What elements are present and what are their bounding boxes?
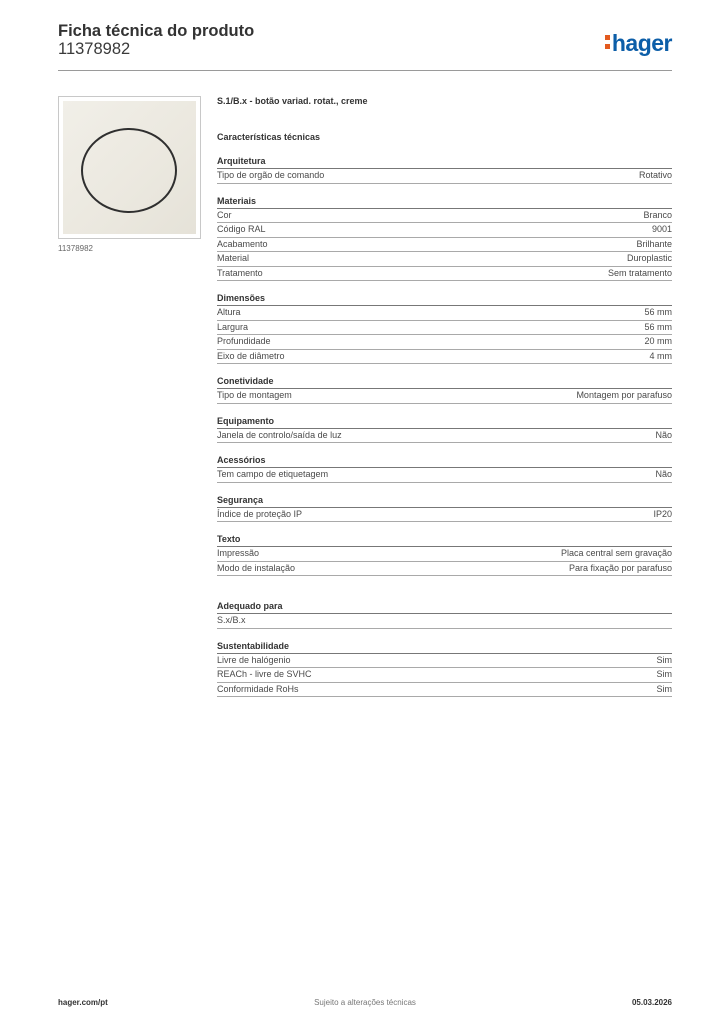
logo-colon-icon <box>605 35 610 53</box>
spec-label: Largura <box>217 321 249 332</box>
technical-characteristics-title: Características técnicas <box>217 132 321 142</box>
spec-value: Branco <box>643 209 672 220</box>
spec-section <box>217 533 672 576</box>
spec-row <box>217 614 672 629</box>
spec-label: Profundidade <box>217 336 271 346</box>
product-name: S.1/B.x - botão variad. rotat., creme <box>217 96 368 106</box>
spec-row <box>217 209 672 224</box>
spec-section <box>217 454 672 483</box>
spec-value: Sim <box>656 669 672 679</box>
spec-value: 9001 <box>651 224 672 234</box>
spec-section <box>217 155 672 184</box>
spec-value: Para fixação por parafuso <box>568 562 672 573</box>
footer-website: hager.com/pt <box>58 998 108 1007</box>
spec-value: Sim <box>656 654 672 665</box>
spec-row <box>217 654 672 669</box>
rotary-knob-icon <box>81 128 177 213</box>
spec-value: Duroplastic <box>626 253 672 263</box>
spec-value: 4 mm <box>649 350 672 361</box>
spec-value: Sim <box>656 683 672 694</box>
section-title: Arquitetura <box>217 155 672 169</box>
spec-value: 56 mm <box>644 321 672 332</box>
spec-label: Janela de controlo/saída de luz <box>217 429 342 440</box>
spec-label: Índice de proteção IP <box>217 508 303 519</box>
spec-content <box>217 94 672 697</box>
spec-label: Tem campo de etiquetagem <box>217 469 329 479</box>
section-title: Adequado para <box>217 600 672 614</box>
section-title: Dimensões <box>217 292 672 306</box>
section-title: Materiais <box>217 195 672 209</box>
spec-row <box>217 223 672 238</box>
spec-row <box>217 335 672 350</box>
document-title: Ficha técnica do produto <box>58 22 255 40</box>
spec-label: Livre de halógenio <box>217 654 291 665</box>
document-header <box>58 20 672 71</box>
product-code: 11378982 <box>58 40 131 58</box>
spec-label: Tipo de montagem <box>217 390 292 400</box>
spec-row <box>217 321 672 336</box>
spec-row <box>217 252 672 267</box>
spec-label: Código RAL <box>217 224 266 234</box>
spec-value: Rotativo <box>638 170 672 180</box>
spec-label: Impressão <box>217 548 260 558</box>
section-title: Equipamento <box>217 415 672 429</box>
spec-row <box>217 508 672 523</box>
spec-label: Modo de instalação <box>217 562 296 573</box>
spec-row <box>217 668 672 683</box>
spec-row <box>217 429 672 444</box>
spec-label: Eixo de diâmetro <box>217 350 285 361</box>
product-image <box>58 96 201 239</box>
section-title: Acessórios <box>217 454 672 468</box>
product-image-caption: 11378982 <box>58 244 93 253</box>
spec-row <box>217 389 672 404</box>
spec-label: REACh - livre de SVHC <box>217 669 312 679</box>
spec-row <box>217 306 672 321</box>
spec-section <box>217 292 672 364</box>
spec-section <box>217 375 672 404</box>
spec-value: IP20 <box>653 508 672 519</box>
section-title: Sustentabilidade <box>217 640 672 654</box>
spec-value: Sem tratamento <box>607 267 672 278</box>
section-title: Texto <box>217 533 672 547</box>
spec-value: Não <box>655 429 672 440</box>
spec-label: Acabamento <box>217 238 268 249</box>
spec-row <box>217 238 672 253</box>
spec-label: Conformidade RoHs <box>217 683 299 694</box>
spec-label: Altura <box>217 307 241 317</box>
spec-value: 20 mm <box>644 336 672 346</box>
spec-row <box>217 547 672 562</box>
spec-label: Tratamento <box>217 267 263 278</box>
section-title: Segurança <box>217 494 672 508</box>
spec-section <box>217 640 672 698</box>
logo-text: hager <box>611 30 672 56</box>
spec-section <box>217 494 672 523</box>
spec-value: Brilhante <box>636 238 672 249</box>
spec-value: Placa central sem gravação <box>560 548 672 558</box>
spec-label: Tipo de orgão de comando <box>217 170 325 180</box>
spec-label: Material <box>217 253 250 263</box>
footer-date: 05.03.2026 <box>631 998 672 1007</box>
spec-section <box>217 195 672 282</box>
spec-sections <box>217 155 672 697</box>
spec-value: Montagem por parafuso <box>576 390 672 400</box>
footer-note: Sujeito a alterações técnicas <box>314 998 416 1007</box>
spec-row <box>217 468 672 483</box>
spec-label: S.x/B.x <box>217 615 246 625</box>
spec-row <box>217 169 672 184</box>
section-title: Conetividade <box>217 375 672 389</box>
spec-label: Cor <box>217 209 232 220</box>
spec-section <box>217 600 672 629</box>
spec-value: 56 mm <box>644 307 672 317</box>
spec-row <box>217 267 672 282</box>
product-image-plate <box>63 101 196 234</box>
spec-section <box>217 415 672 444</box>
hager-logo <box>605 30 672 57</box>
spec-row <box>217 350 672 365</box>
spec-row <box>217 562 672 577</box>
spec-row <box>217 683 672 698</box>
spec-value: Não <box>655 469 672 479</box>
